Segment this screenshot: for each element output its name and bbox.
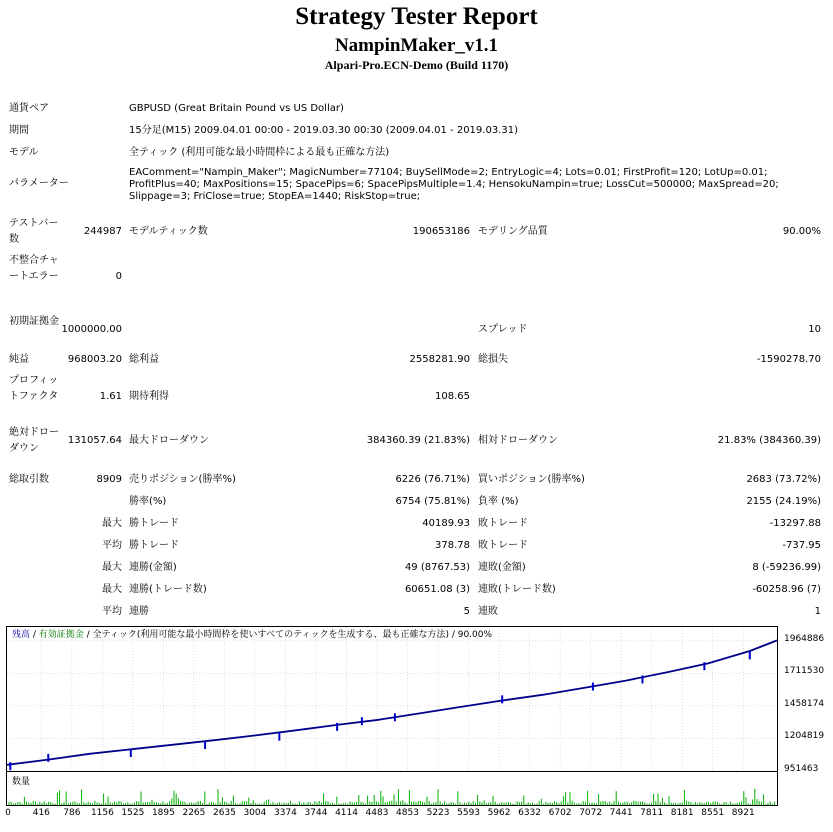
rel-dd-value: 21.83% (384360.39) (717, 435, 821, 446)
pf-value: 1.61 (99, 391, 122, 402)
consec-profit-value: 60651.08 (3) (404, 584, 470, 595)
chart-legend (12, 630, 492, 641)
pf-label: プロフィットファクタ (9, 375, 59, 402)
legend-sep-2: / (83, 630, 93, 640)
avg-consec-loss-label: 連敗 (478, 606, 498, 617)
consec-lossamt-label: 連敗(トレード数) (478, 584, 556, 595)
chart-plot-area (6, 626, 778, 772)
loss-value: 2155 (24.19%) (746, 496, 821, 507)
largest-loss-label: 敗トレード (478, 518, 528, 529)
x-tick-label: 2635 (213, 808, 236, 818)
max-dd-label: 最大ドローダウン (129, 435, 209, 446)
volume-label: 数量 (12, 777, 31, 787)
x-tick-label: 8181 (670, 808, 694, 818)
quality-label: モデリング品質 (478, 226, 548, 237)
server-info: Alpari-Pro.ECN-Demo (Build 1170) (324, 58, 509, 72)
max-prefix-3: 最大 (102, 584, 122, 595)
gross-loss-label: 総損失 (478, 354, 508, 365)
consec-profit-label: 連勝(トレード数) (129, 584, 207, 595)
x-tick-label: 3374 (274, 808, 297, 818)
params-label: パラメーター (9, 178, 69, 189)
deposit-label: 初期証拠金 (9, 316, 59, 327)
ticks-value: 190653186 (412, 226, 470, 237)
avg-consec-win-value: 5 (463, 606, 470, 617)
x-tick-label: 5962 (487, 808, 511, 818)
payoff-label: 期待利得 (129, 391, 169, 402)
x-tick-label: 5593 (457, 808, 481, 818)
x-tick-label: 786 (63, 808, 81, 818)
bars-value: 244987 (83, 226, 122, 237)
x-tick-label: 1156 (90, 808, 114, 818)
x-tick-label: 7811 (640, 808, 664, 818)
short-value: 6226 (76.71%) (395, 474, 470, 485)
balance-chart-svg (7, 627, 777, 771)
deposit-value: 1000000.00 (61, 324, 122, 335)
gross-profit-value: 2558281.90 (409, 354, 470, 365)
volume-chart (6, 772, 778, 806)
max-dd-value: 384360.39 (21.83%) (366, 435, 470, 446)
ea-name: NampinMaker_v1.1 (334, 35, 499, 56)
period-label: 期間 (9, 125, 29, 136)
balance-chart (6, 626, 827, 772)
spread-label: スプレッド (478, 324, 528, 335)
symbol-label: 通貨ペア (9, 103, 49, 114)
avg-loss-label: 敗トレード (478, 540, 528, 551)
largest-win-label: 勝トレード (129, 518, 179, 529)
quality-value: 90.00% (782, 226, 821, 237)
y-tick-label: 1711530 (784, 666, 825, 677)
x-tick-label: 8921 (731, 808, 755, 818)
model-value: 全ティック (利用可能な最小時間枠による最も正確な方法) (129, 147, 390, 158)
x-tick-label: 3004 (243, 808, 267, 818)
x-tick-label: 1525 (121, 808, 145, 818)
ticks-label: モデルティック数 (129, 226, 208, 237)
long-label: 買いポジション(勝率%) (478, 474, 585, 485)
consec-win-label: 連勝(金額) (129, 562, 177, 573)
x-tick-label: 8551 (701, 808, 725, 818)
period-value: 15分足(M15) 2009.04.01 00:00 - 2019.03.30 00:30 (2009.04.01 - 2019.03.31) (129, 125, 518, 136)
consec-win-value: 49 (8767.53) (404, 562, 470, 573)
loss-label: 負率 (%) (478, 496, 519, 507)
consec-loss-value: 8 (-59236.99) (752, 562, 821, 573)
balance-series-line (7, 640, 777, 764)
x-tick-label: 6702 (548, 808, 572, 818)
volume-chart-svg (7, 772, 777, 805)
largest-win-value: 40189.93 (422, 518, 470, 529)
model-label: モデル (9, 147, 39, 158)
max-prefix: 最大 (102, 518, 122, 529)
report-title: Strategy Tester Report (295, 3, 538, 30)
win-label: 勝率(%) (129, 496, 167, 507)
spread-value: 10 (808, 324, 821, 335)
x-tick-label: 6332 (518, 808, 542, 818)
bars-label: テストバー数 (9, 218, 59, 245)
x-tick-label: 4483 (365, 808, 389, 818)
x-tick-label: 0 (5, 808, 11, 818)
trades-value: 8909 (96, 474, 122, 485)
y-tick-label: 1964886 (784, 633, 825, 644)
legend-equity: 有効証拠金 (38, 630, 84, 640)
avg-prefix-2: 平均 (102, 606, 122, 617)
legend-sep-3: / (448, 630, 458, 640)
x-tick-label: 7072 (579, 808, 603, 818)
y-tick-label: 1458174 (784, 698, 825, 709)
x-tick-label: 2265 (182, 808, 206, 818)
y-tick-label: 951463 (784, 764, 819, 774)
avg-win-label: 勝トレード (129, 540, 179, 551)
legend-quality: 90.00% (457, 630, 493, 640)
abs-dd-value: 131057.64 (67, 435, 122, 446)
x-tick-label: 4853 (396, 808, 419, 818)
x-tick-label: 4114 (335, 808, 358, 818)
x-tick-label: 7441 (609, 808, 633, 818)
payoff-value: 108.65 (435, 391, 470, 402)
avg-consec-loss-value: 1 (814, 606, 821, 617)
win-value: 6754 (75.81%) (395, 496, 470, 507)
short-label: 売りポジション(勝率%) (129, 474, 236, 485)
avg-loss-value: -737.95 (782, 540, 821, 551)
rel-dd-label: 相対ドローダウン (478, 435, 558, 446)
long-value: 2683 (73.72%) (746, 474, 821, 485)
y-tick-label: 1204819 (784, 731, 825, 742)
gross-profit-label: 総利益 (129, 354, 159, 365)
max-prefix-2: 最大 (102, 562, 122, 573)
net-value: 968003.20 (67, 354, 122, 365)
x-tick-label: 416 (32, 808, 50, 818)
x-tick-label: 3744 (304, 808, 328, 818)
x-tick-label: 5223 (426, 808, 450, 818)
mismatch-label: 不整合チャートエラー (9, 255, 59, 282)
symbol-value: GBPUSD (Great Britain Pound vs US Dollar) (129, 103, 344, 114)
consec-loss-label: 連敗(金額) (478, 562, 526, 573)
avg-consec-win-label: 連勝 (129, 606, 149, 617)
legend-model: 全ティック(利用可能な最小時間枠を使いすべてのティックを生成する、最も正確な方法) (92, 630, 449, 640)
legend-balance: 残高 (12, 630, 31, 640)
mismatch-value: 0 (115, 271, 122, 282)
net-label: 純益 (9, 354, 29, 365)
x-tick-label: 1895 (151, 808, 175, 818)
avg-win-value: 378.78 (435, 540, 470, 551)
consec-lossamt-value: -60258.96 (7) (752, 584, 821, 595)
trades-label: 総取引数 (9, 474, 49, 485)
gross-loss-value: -1590278.70 (756, 354, 821, 365)
avg-prefix: 平均 (102, 540, 122, 551)
legend-sep-1: / (30, 630, 39, 640)
params-value: EAComment="Nampin_Maker"; MagicNumber=77104; BuySellMode=2; EntryLogic=4; Lots=0.01; FirstProfit=120; LotUp=0.01; ProfitPlus=40; MaxPositions=15; SpacePips=6; SpacePipsMultiple=1.4; HensokuNampin=true; LossCut=500000; MaxSpread=20; Slippage=3; FriClose=true; StopEA=1440; RiskStop=true; (129, 167, 779, 202)
largest-loss-value: -13297.88 (769, 518, 821, 529)
abs-dd-label: 絶対ドローダウン (9, 427, 59, 454)
